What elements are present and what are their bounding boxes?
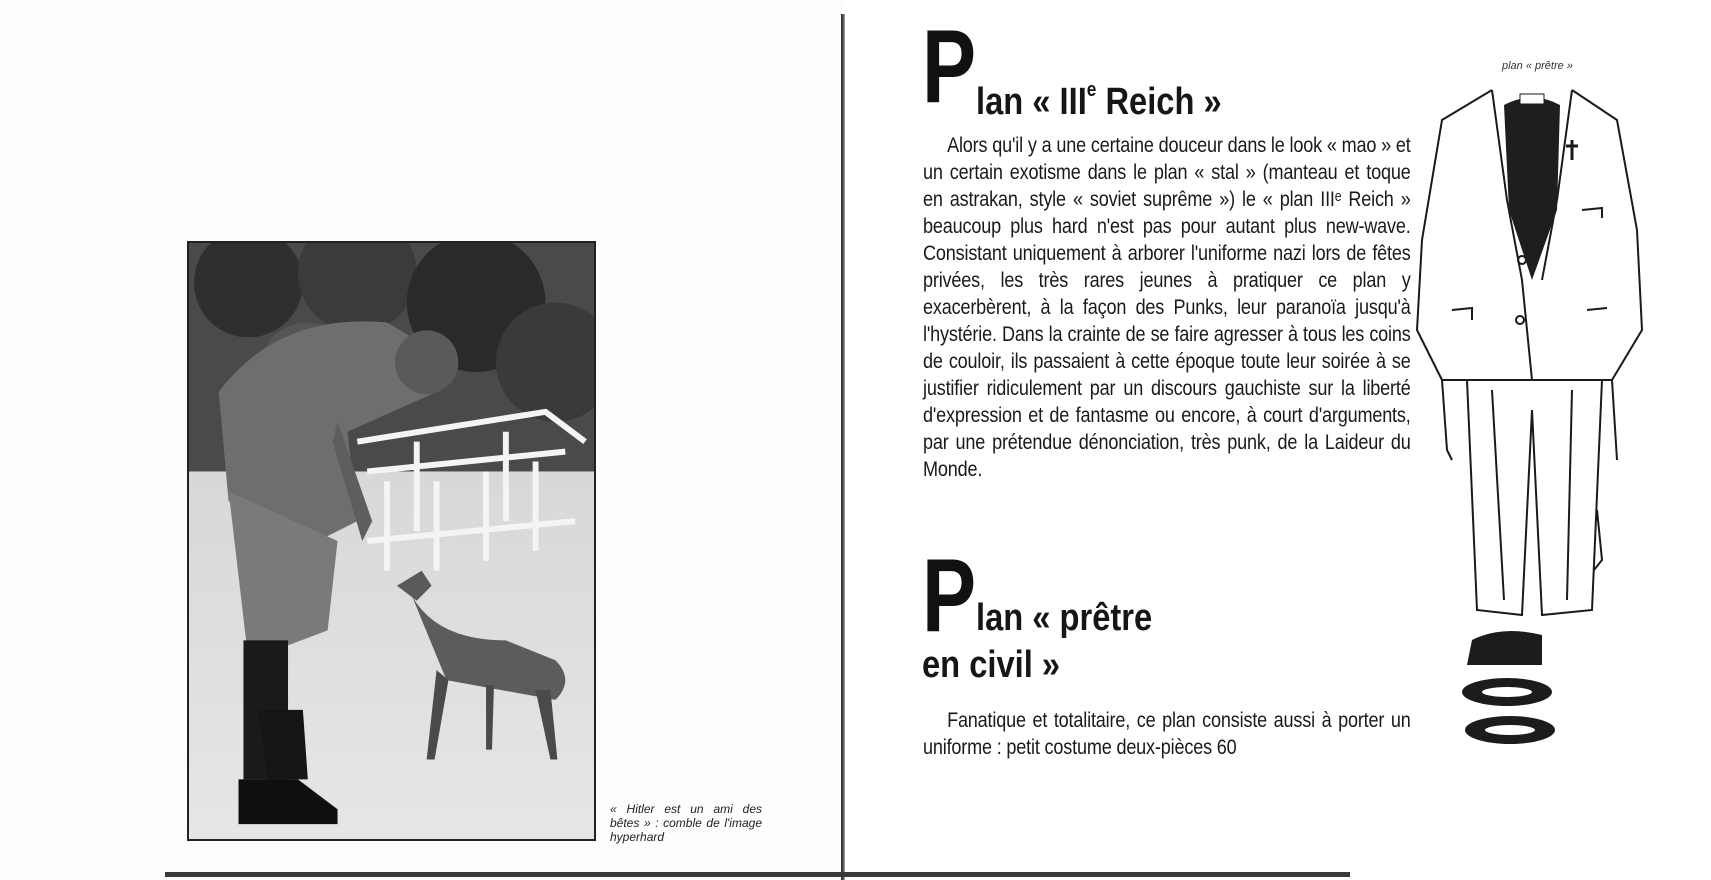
section1-heading-tail: Reich » (1096, 81, 1222, 123)
section2-body (923, 707, 1411, 761)
book-gutter (841, 14, 845, 880)
section2-heading-line1: lan « prêtre (976, 597, 1153, 639)
archival-photo (187, 241, 596, 841)
photo-caption: « Hitler est un ami des bêtes » : comble de l'image hyperhard (610, 802, 762, 844)
section1-heading-sup: e (1086, 79, 1097, 101)
section2-body-text: Fanatique et totalitaire, ce plan consiste aussi à porter un uniforme : petit costume deux-pièces 60 (923, 709, 1411, 759)
photo-drawing (189, 243, 594, 839)
priest-suit-illustration (1412, 80, 1652, 760)
drop-cap-1: P (922, 9, 973, 125)
section1-heading (976, 70, 1222, 122)
section1-body (923, 132, 1411, 483)
bottom-rule (165, 872, 1350, 877)
section1-heading-text: lan « III (976, 81, 1087, 123)
illustration-label: plan « prêtre » (1502, 60, 1573, 72)
section2-heading-line2: en civil » (922, 644, 1061, 686)
drop-cap-2: P (922, 538, 973, 654)
section1-body-text: Alors qu'il y a une certaine douceur dans le look « mao » et un certain exotisme dans le plan « stal » (manteau et toque en astrakan, style « soviet suprême ») le « plan IIIᵉ Reich » beaucoup plus hard n'est pas pour autant plus new-wave. Consistant uniquement à arborer l'uniforme nazi lors de fêtes privées, les très rares jeunes à pratiquer ce plan y exacerbèrent, à la façon des Punks, leur paranoïa jusqu'à l'hystérie. Dans la crainte de se faire agresser à tous les coins de couloir, ils passaient à cette époque toute leur soirée à se justifier ridiculement par un discours gauchiste sur la liberté d'expression et de fantasme ou encore, à court d'arguments, par une prétendue dénonciation, très punk, de la Laideur du Monde. (923, 134, 1411, 481)
